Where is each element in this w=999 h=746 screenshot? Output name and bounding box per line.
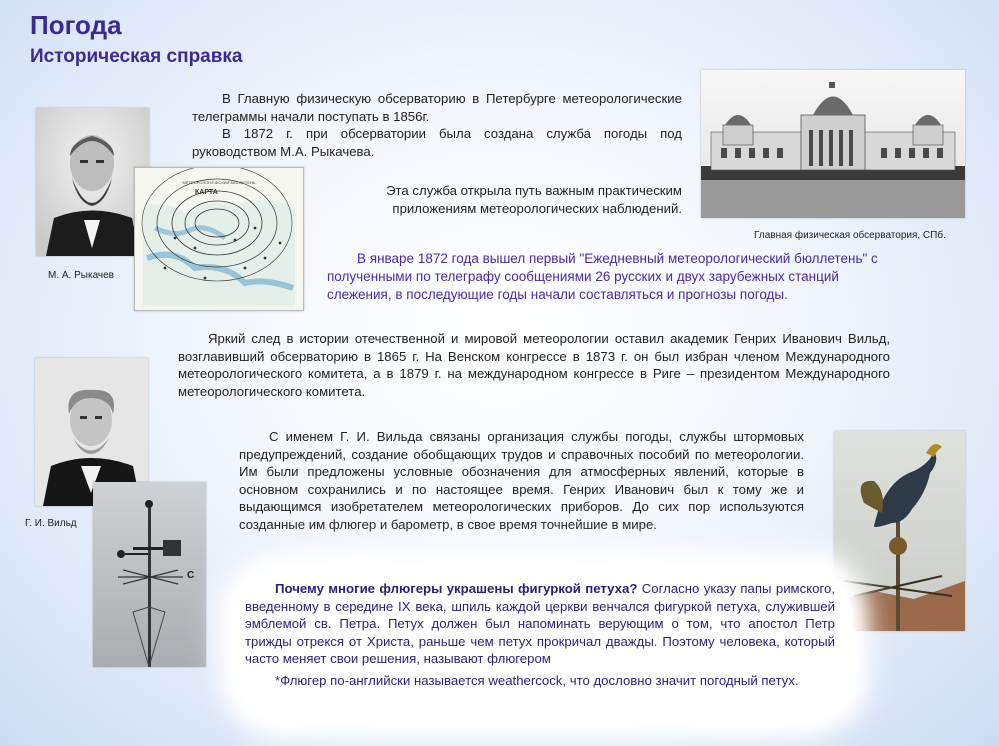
intro-paragraph-3 — [372, 182, 682, 217]
weather-map-image — [134, 167, 304, 311]
wild-caption: Г. И. Вильд — [25, 518, 77, 529]
weathervane-footnote — [245, 672, 835, 690]
page-subtitle: Историческая справка — [30, 46, 243, 67]
observatory-caption: Главная физическая обсерватория, СПб. — [754, 230, 946, 241]
bulletin-text — [327, 250, 887, 304]
intro-paragraph-1: В Главную физическую обсерваторию в Петербурге метеорологические телеграммы начали поступать в 1856г. — [192, 91, 682, 124]
rykachev-portrait — [36, 108, 149, 256]
svg-text:МЕТЕОРОЛОГИЧЕСКИЙ БЮЛЛЕТЕНЬ: МЕТЕОРОЛОГИЧЕСКИЙ БЮЛЛЕТЕНЬ — [182, 180, 256, 185]
wild-history-text — [178, 330, 890, 400]
map-heading: КАРТА — [195, 189, 218, 196]
rykachev-caption: М. А. Рыкачев — [48, 270, 114, 281]
wind-vane-instrument-photo — [93, 482, 206, 667]
rooster-weathervane-photo — [834, 431, 965, 631]
weathervane-text — [245, 580, 835, 668]
wild-contributions-paragraph: С именем Г. И. Вильда связаны организация службы погоды, службы штормовых предупреждений, создание обобщающих трудов и справочных пособий по метеорологии. Им были предложены условные обозначения для атмосферных явлений, которые в основном сохранились и по настоящее время. Генрих Иванович был к тому же и выдающимся изобретателем метеорологических приборов. До сих пор используются созданные им флюгер и барометр, в свое время точнейшие в мире. — [239, 429, 804, 532]
weathervane-footnote-text: *Флюгер по-английски называется weathercock, что дословно значит погодный петух. — [275, 672, 799, 688]
bulletin-paragraph: В январе 1872 года вышел первый "Ежедневный метеорологический бюллетень" с полученными по телеграфу сообщениями 26 русских и двух зарубежных станций слежения, в последующие годы начали составляться и прогнозы погоды. — [327, 251, 878, 302]
observatory-photo — [701, 70, 965, 218]
page-title: Погода — [30, 10, 122, 40]
intro-paragraph-3-text: Эта служба открыла путь важным практическим приложениям метеорологических наблюдений. — [386, 183, 682, 216]
intro-paragraph-2: В 1872 г. при обсерватории была создана служба погоды под руководством М.А. Рыкачева. — [192, 126, 682, 159]
weathervane-section — [245, 580, 835, 689]
wild-history-paragraph: Яркий след в истории отечественной и мировой метеорологии оставил академик Генрих Иванович Вильд, возглавивший обсерваторию в 1865 г. На Венском конгрессе в 1873 г. он был избран членом Международного метеорологического комитета, а в 1879 г. на международном конгрессе в Риге – президентом Международного метеорологического комитета. — [178, 331, 890, 399]
svg-text:C: C — [187, 570, 195, 581]
weathervane-question: Почему многие флюгеры украшены фигуркой петуха? — [275, 581, 638, 596]
wild-contributions-text — [239, 428, 804, 533]
weathervane-answer: Согласно указу папы римского, введенному в середине IX века, шпиль каждой церкви венчался фигуркой петуха, служившей эмблемой св. Петра. Петух должен был напоминать верующим о том, что апостол Петр трижды отрекся от Христа, раньше чем петух прокричал дважды. Поэтому человека, который часто меняет свои решения, называют флюгером — [245, 581, 835, 666]
intro-text — [192, 90, 682, 160]
